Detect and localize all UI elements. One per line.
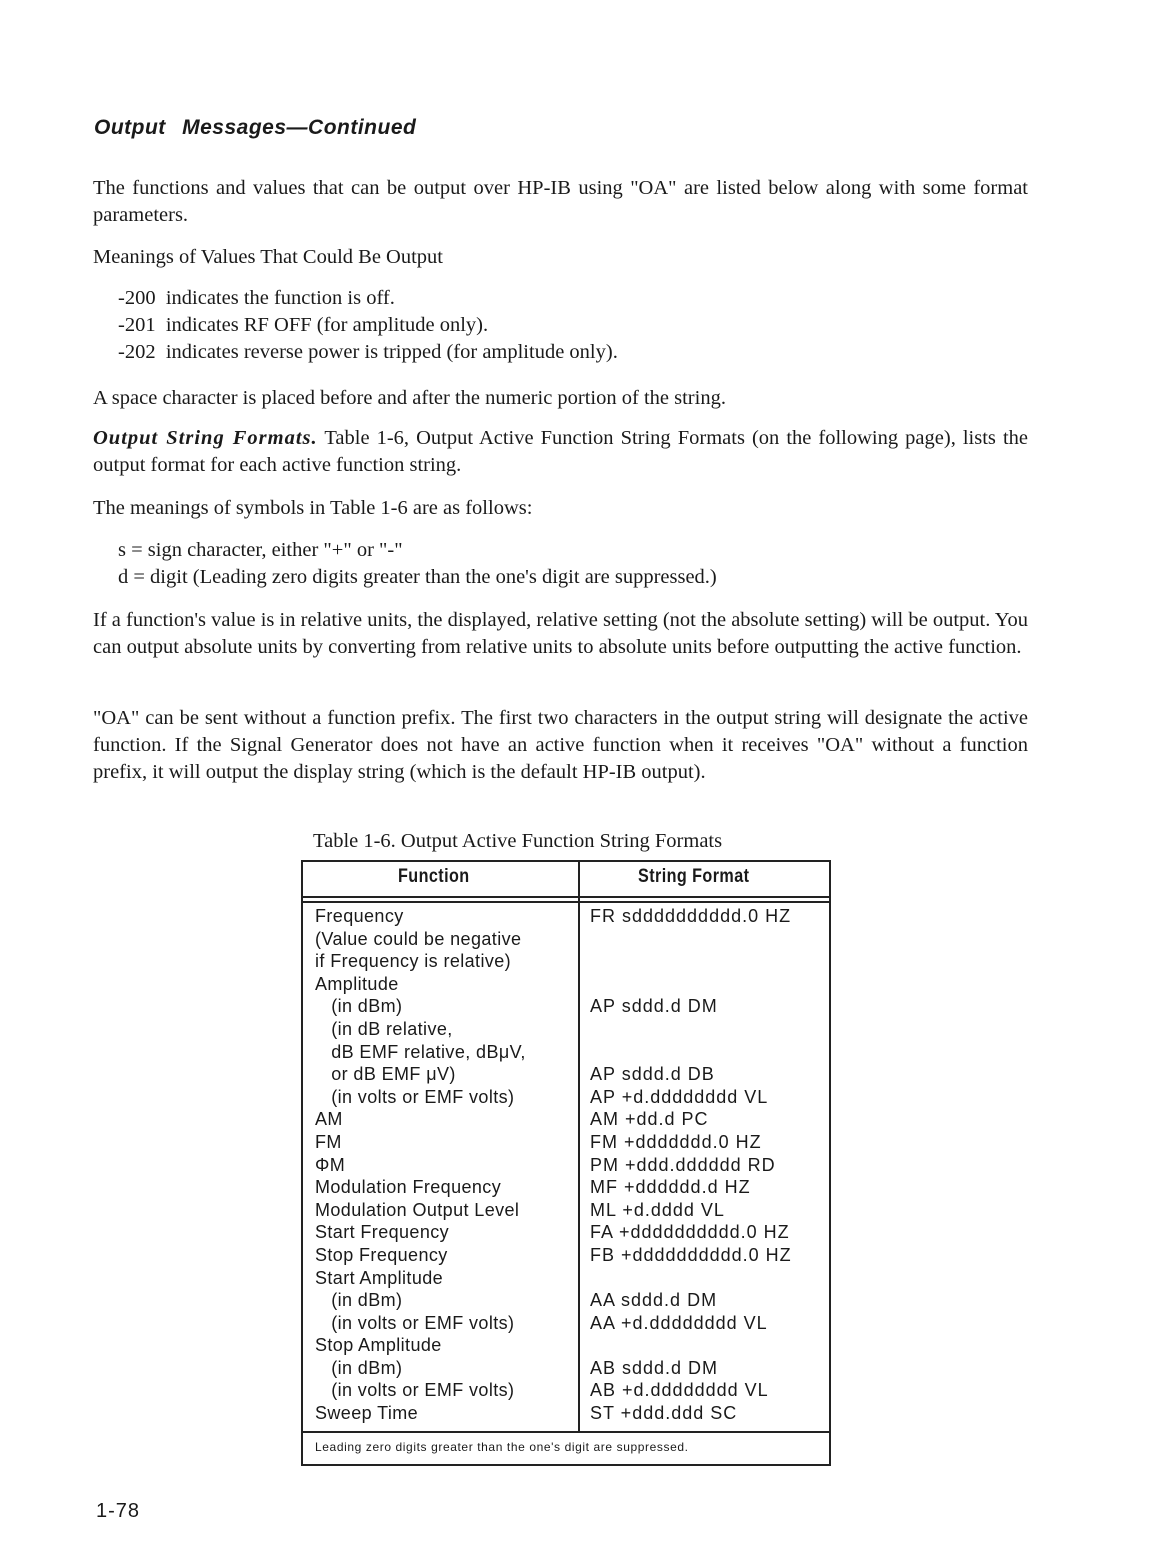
oa-paragraph: "OA" can be sent without a function prefix. The first two characters in the output string will designate the active function. If the Signal Generator does not have an active function when it receives "OA" without a function prefix, it will output the display string (which is the default HP-IB output). — [93, 707, 1028, 783]
list-item: -202 indicates reverse power is tripped (for amplitude only). — [118, 341, 618, 363]
table-cell: (in dB relative, — [315, 1018, 453, 1039]
table-cell: AP sddd.d DM — [590, 996, 718, 1017]
string-format-column — [590, 905, 792, 1425]
table-cell — [590, 1334, 792, 1357]
formats-text: Table 1-6, Output Active Function String Formats (on the following page), lists the output format for each active function string. — [93, 427, 1028, 476]
table-cell — [590, 1267, 792, 1290]
intro-paragraph: The functions and values that can be output over HP-IB using "OA" are listed below along with some format parameters. — [93, 177, 1028, 226]
table-cell — [590, 1018, 792, 1041]
table-cell: Frequency — [315, 906, 404, 926]
list-item: s = sign character, either "+" or "-" — [118, 539, 403, 561]
table-cell: FM — [315, 1131, 342, 1152]
list-item: d = digit (Leading zero digits greater than the one's digit are suppressed.) — [118, 566, 717, 588]
table-cell: (in dBm) — [315, 1357, 403, 1378]
table-cell: AB sddd.d DM — [590, 1357, 719, 1378]
table-cell: (Value could be negative — [315, 928, 522, 949]
page-number: 1-78 — [96, 1500, 141, 1522]
list-item: -200 indicates the function is off. — [118, 287, 395, 309]
table-cell: Start Frequency — [315, 1222, 450, 1243]
formats-label: Output String Formats. — [93, 427, 318, 449]
table-cell: (in volts or EMF volts) — [315, 1312, 515, 1333]
symbols-list — [118, 537, 717, 591]
table-cell: AM — [315, 1109, 343, 1130]
table-cell: Stop Frequency — [315, 1244, 448, 1265]
table-cell: FR sdddddddddd.0 HZ — [590, 906, 792, 926]
column-header-string-format: String Format — [638, 866, 750, 887]
footnote-rule — [303, 1431, 829, 1433]
table-cell: ΦM — [315, 1154, 346, 1175]
table-cell: Start Amplitude — [315, 1267, 444, 1288]
table-footnote: Leading zero digits greater than the one's digit are suppressed. — [315, 1440, 689, 1454]
table-cell — [590, 928, 792, 951]
space-note-paragraph: A space character is placed before and after the numeric portion of the string. — [93, 387, 726, 409]
table-cell: FA +dddddddddd.0 HZ — [590, 1222, 790, 1243]
table-cell: Stop Amplitude — [315, 1335, 442, 1356]
table-cell: (in dBm) — [315, 996, 403, 1017]
table-cell: if Frequency is relative) — [315, 951, 512, 972]
column-header-function: Function — [398, 866, 470, 887]
table-cell: FM +ddddddd.0 HZ — [590, 1131, 762, 1152]
table-cell: AP +d.dddddddd VL — [590, 1086, 769, 1107]
table-cell: Sweep Time — [315, 1403, 419, 1424]
table-cell — [590, 1041, 792, 1064]
meanings-list — [118, 285, 618, 366]
table-cell: (in volts or EMF volts) — [315, 1380, 515, 1401]
table-cell: FB +dddddddddd.0 HZ — [590, 1244, 792, 1265]
table-cell: or dB EMF μV) — [315, 1064, 456, 1085]
formats-paragraph — [93, 425, 1028, 479]
output-format-table — [301, 860, 831, 1466]
table-cell: Amplitude — [315, 973, 399, 994]
table-cell — [590, 973, 792, 996]
table-cell: Modulation Frequency — [315, 1177, 502, 1198]
symbols-intro: The meanings of symbols in Table 1-6 are as follows: — [93, 497, 533, 519]
header-rule — [303, 896, 829, 898]
table-caption: Table 1-6. Output Active Function String Formats — [313, 830, 723, 852]
list-item: -201 indicates RF OFF (for amplitude only). — [118, 314, 489, 336]
table-cell: AP sddd.d DB — [590, 1064, 715, 1085]
table-cell: dB EMF relative, dBμV, — [315, 1041, 526, 1062]
table-cell: (in volts or EMF volts) — [315, 1086, 515, 1107]
table-cell: AM +dd.d PC — [590, 1109, 709, 1130]
function-column — [315, 905, 526, 1425]
table-cell: AA +d.dddddddd VL — [590, 1312, 768, 1333]
table-cell: Modulation Output Level — [315, 1199, 520, 1220]
table-cell: AA sddd.d DM — [590, 1290, 718, 1311]
column-divider — [578, 862, 580, 1433]
table-cell: MF +dddddd.d HZ — [590, 1177, 751, 1198]
table-cell: (in dBm) — [315, 1290, 403, 1311]
section-heading: Output Messages—Continued — [94, 116, 417, 139]
meanings-title: Meanings of Values That Could Be Output — [93, 246, 443, 268]
table-cell — [590, 950, 792, 973]
table-cell: AB +d.dddddddd VL — [590, 1380, 769, 1401]
table-cell: ML +d.dddd VL — [590, 1199, 725, 1220]
table-cell: ST +ddd.ddd SC — [590, 1403, 738, 1424]
table-cell: PM +ddd.dddddd RD — [590, 1154, 776, 1175]
relative-units-paragraph: If a function's value is in relative units, the displayed, relative setting (not the absolute setting) will be output. You can output absolute units by converting from relative units to absolute units before outputting the active function. — [93, 609, 1028, 658]
header-rule — [303, 901, 829, 903]
